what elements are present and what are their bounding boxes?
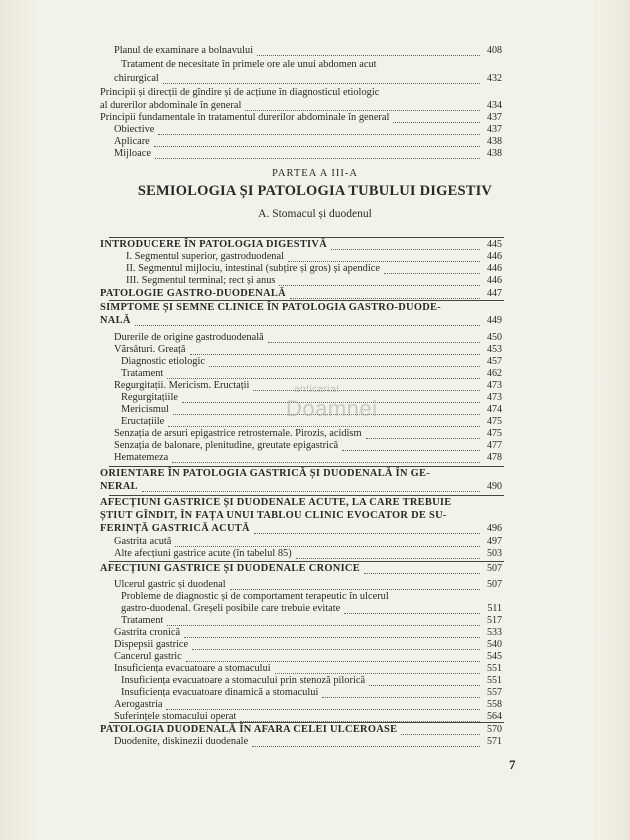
toc-entry-page: 408 — [487, 45, 502, 56]
toc-entry — [0, 735, 630, 748]
watermark-logo — [272, 382, 382, 432]
toc-entry-page: 446 — [487, 275, 502, 286]
toc-entry-page: 551 — [487, 675, 502, 686]
leader-dots — [254, 531, 480, 534]
toc-entry-page: 447 — [487, 288, 502, 299]
toc-entry-title: Vărsături. Greață — [114, 344, 186, 355]
section-rule — [109, 237, 504, 238]
watermark-line-2: Doamnei — [286, 396, 378, 421]
leader-dots — [364, 571, 480, 574]
toc-entry-page: 450 — [487, 332, 502, 343]
toc-entry-title: Principii fundamentale în tratamentul durerilor abdominale în general — [100, 112, 390, 123]
toc-entry-title: gastro-duodenal. Greșeli posibile care trebuie evitate — [121, 603, 341, 614]
toc-entry-title: Aerogastria — [114, 699, 163, 710]
toc-entry-title: Insuficiența evacuatoare a stomacului — [114, 663, 271, 674]
leader-dots — [257, 53, 480, 56]
section-rule — [109, 722, 504, 723]
toc-entry-title: Planul de examinare a bolnavului — [114, 45, 254, 56]
toc-entry-page: 551 — [487, 663, 502, 674]
toc-entry-page: 453 — [487, 344, 502, 355]
toc-entry-title: Tratament de necesitate în primele ore ale unui abdomen acut — [121, 59, 377, 70]
toc-entry-page: 457 — [487, 356, 502, 367]
toc-entry-page: 477 — [487, 440, 502, 451]
toc-entry — [0, 547, 630, 560]
toc-entry-page: 434 — [487, 100, 502, 111]
leader-dots — [155, 156, 480, 159]
toc-entry-title: SIMPTOME ȘI SEMNE CLINICE ÎN PATOLOGIA GASTRO-DUODE- — [100, 302, 442, 313]
toc-entry-title: I. Segmentul superior, gastroduodenal — [126, 251, 285, 262]
toc-entry-page: 533 — [487, 627, 502, 638]
toc-entry — [0, 496, 630, 509]
toc-entry-page: 473 — [487, 392, 502, 403]
toc-entry-title: PATOLOGIA DUODENALĂ ÎN AFARA CELEI ULCEROASE — [100, 724, 398, 735]
toc-entry-title: Gastrita cronică — [114, 627, 181, 638]
toc-entry-page: 503 — [487, 548, 502, 559]
toc-entry-page: 517 — [487, 615, 502, 626]
toc-entry-page: 449 — [487, 315, 502, 326]
toc-entry-title: INTRODUCERE ÎN PATOLOGIA DIGESTIVĂ — [100, 239, 328, 250]
toc-entry-title: Diagnostic etiologic — [121, 356, 205, 367]
leader-dots — [279, 283, 480, 286]
toc-entry-title: Insuficiența evacuatoare dinamică a stomacului — [121, 687, 319, 698]
watermark-line-1: anticariat — [294, 384, 340, 395]
toc-entry-page: 558 — [487, 699, 502, 710]
toc-entry-title: Mijloace — [114, 148, 151, 159]
leader-dots — [252, 744, 480, 747]
leader-dots — [296, 556, 480, 559]
toc-entry-title: Cancerul gastric — [114, 651, 182, 662]
toc-entry — [0, 451, 630, 464]
toc-entry-page: 557 — [487, 687, 502, 698]
toc-entry-page: 545 — [487, 651, 502, 662]
toc-entry-page: 507 — [487, 579, 502, 590]
toc-entry — [0, 58, 630, 71]
toc-entry-page: 570 — [487, 724, 502, 735]
toc-entry — [0, 562, 630, 575]
toc-entry-title: Ulcerul gastric și duodenal — [114, 579, 226, 590]
toc-entry-title: Alte afecțiuni gastrice acute (în tabelul 85) — [114, 548, 292, 559]
toc-entry-title: FERINȚĂ GASTRICĂ ACUTĂ — [100, 523, 250, 534]
toc-entry-page: 564 — [487, 711, 502, 722]
toc-entry-title: Obiective — [114, 124, 155, 135]
toc-entry-page: 438 — [487, 148, 502, 159]
toc-entry-page: 438 — [487, 136, 502, 147]
leader-dots — [135, 323, 480, 326]
section-label: A. Stomacul și duodenul — [258, 208, 372, 220]
toc-entry — [0, 72, 630, 85]
toc-entry-page: 478 — [487, 452, 502, 463]
toc-entry-page: 446 — [487, 263, 502, 274]
toc-entry-title: Eructațiile — [121, 416, 165, 427]
toc-entry-page: 540 — [487, 639, 502, 650]
toc-entry-title: Aplicare — [114, 136, 150, 147]
toc-entry-page: 507 — [487, 563, 502, 574]
section-rule — [109, 561, 504, 562]
toc-entry-page: 511 — [487, 603, 502, 614]
section-rule — [109, 466, 504, 467]
toc-entry — [0, 147, 630, 160]
toc-entry-page: 474 — [487, 404, 502, 415]
toc-entry — [0, 274, 630, 287]
toc-entry-title: Senzația de balonare, plenitudine, greutate epigastrică — [114, 440, 339, 451]
toc-entry-title: Principii și direcții de gîndire și de acțiune în diagnosticul etiologic — [100, 87, 380, 98]
toc-entry-title: chirurgical — [114, 73, 159, 84]
toc-entry-page: 437 — [487, 124, 502, 135]
leader-dots — [290, 296, 480, 299]
section-rule — [109, 300, 504, 301]
toc-entry-title: Regurgitații. Mericism. Eructații — [114, 380, 250, 391]
toc-entry-page: 490 — [487, 481, 502, 492]
toc-entry — [0, 86, 630, 99]
toc-entry-title: Insuficiența evacuatoare a stomacului prin stenoză pilorică — [121, 675, 366, 686]
toc-entry-title: Regurgitațiile — [121, 392, 178, 403]
toc-entry-title: Gastrita acută — [114, 536, 172, 547]
toc-entry-title: Probleme de diagnostic și de comportament terapeutic în ulcerul — [121, 591, 389, 602]
toc-entry — [0, 480, 630, 493]
toc-entry-page: 475 — [487, 428, 502, 439]
toc-entry-title: Durerile de origine gastroduodenală — [114, 332, 264, 343]
toc-entry-title: Duodenite, diskinezii duodenale — [114, 736, 249, 747]
toc-entry — [0, 509, 630, 522]
toc-entry-page: 475 — [487, 416, 502, 427]
toc-entry — [0, 301, 630, 314]
toc-entry-page: 445 — [487, 239, 502, 250]
toc-entry — [0, 467, 630, 480]
toc-entry — [0, 44, 630, 57]
toc-entry-title: Mericismul — [121, 404, 169, 415]
toc-entry-title: III. Segmentul terminal; rect și anus — [126, 275, 276, 286]
toc-entry-title: Tratament — [121, 368, 164, 379]
toc-entry-page: 571 — [487, 736, 502, 747]
toc-entry-title: NALĂ — [100, 315, 131, 326]
toc-entry-title: AFECȚIUNI GASTRICE ȘI DUODENALE CRONICE — [100, 563, 360, 574]
toc-entry-title: AFECȚIUNI GASTRICE ȘI DUODENALE ACUTE, LA CARE TREBUIE — [100, 497, 452, 508]
part-title: SEMIOLOGIA ȘI PATOLOGIA TUBULUI DIGESTIV — [137, 183, 493, 199]
toc-entry-title: al durerilor abdominale în general — [100, 100, 242, 111]
toc-entry-title: Suferințele stomacului operat — [114, 711, 237, 722]
toc-entry-title: Tratament — [121, 615, 164, 626]
toc-entry-page: 473 — [487, 380, 502, 391]
toc-entry-page: 432 — [487, 73, 502, 84]
page-number: 7 — [509, 757, 516, 772]
toc-entry-page: 497 — [487, 536, 502, 547]
toc-entry — [0, 314, 630, 327]
leader-dots — [142, 489, 480, 492]
toc-entry — [0, 287, 630, 300]
toc-entry-page: 496 — [487, 523, 502, 534]
toc-entry — [0, 522, 630, 535]
section-rule — [109, 495, 504, 496]
toc-entry-title: Hematemeza — [114, 452, 169, 463]
toc-entry-title: Dispepsii gastrice — [114, 639, 189, 650]
toc-entry-page: 446 — [487, 251, 502, 262]
toc-entry-page: 437 — [487, 112, 502, 123]
toc-entry-title: Senzația de arsuri epigastrice retrosternale. Pirozis, acidism — [114, 428, 362, 439]
part-label: PARTEA A III-A — [272, 168, 358, 179]
leader-dots — [163, 81, 480, 84]
toc-entry-title: II. Segmentul mijlociu, intestinal (subțire și gros) și apendice — [126, 263, 380, 274]
leader-dots — [172, 460, 480, 463]
toc-entry-title: PATOLOGIE GASTRO-DUODENALĂ — [100, 288, 286, 299]
toc-entry-title: NERAL — [100, 481, 138, 492]
toc-entry-page: 462 — [487, 368, 502, 379]
toc-entry-title: ȘTIUT GÎNDIT, ÎN FAȚA UNUI TABLOU CLINIC EVOCATOR DE SU- — [100, 510, 447, 521]
toc-entry-title: ORIENTARE ÎN PATOLOGIA GASTRICĂ ȘI DUODENALĂ ÎN GE- — [100, 468, 431, 479]
